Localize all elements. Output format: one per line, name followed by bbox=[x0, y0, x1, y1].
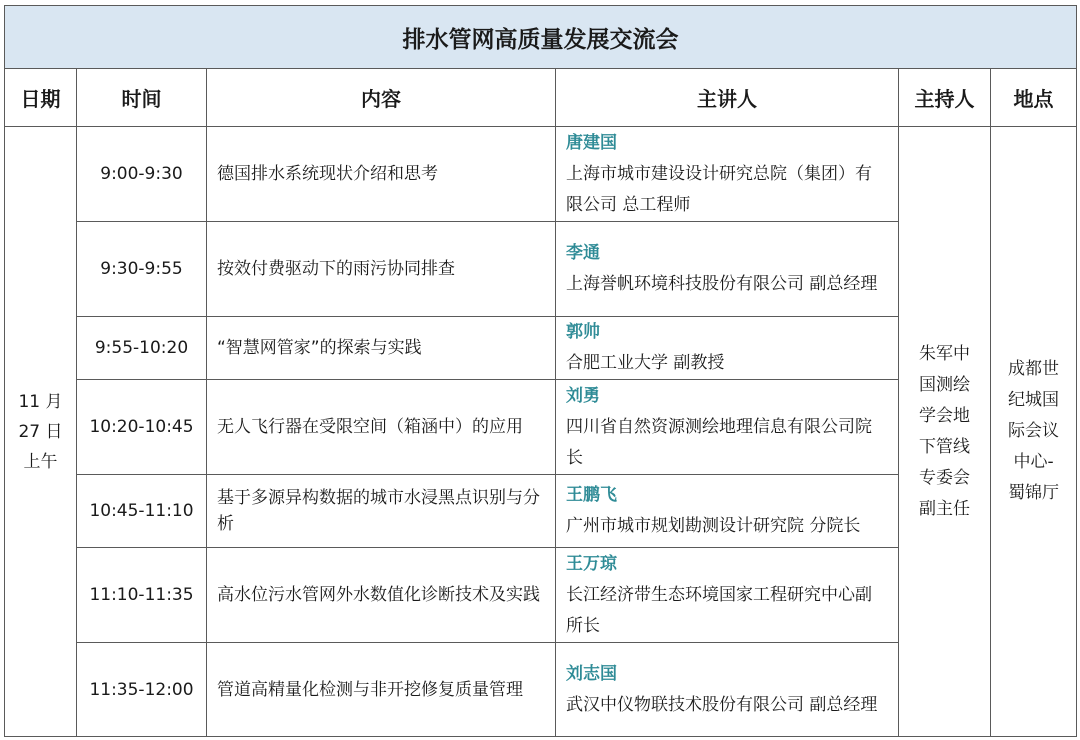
session-time: 9:55-10:20 bbox=[77, 317, 207, 380]
speaker-affiliation: 上海誉帆环境科技股份有限公司 副总经理 bbox=[566, 274, 878, 294]
column-header-content: 内容 bbox=[207, 69, 556, 127]
column-header-date: 日期 bbox=[5, 69, 77, 127]
location-cell: 成都世纪城国际会议中心-蜀锦厅 bbox=[991, 127, 1077, 737]
session-time: 11:10-11:35 bbox=[77, 548, 207, 643]
speaker-cell bbox=[556, 317, 899, 380]
session-content: 德国排水系统现状介绍和思考 bbox=[207, 127, 556, 222]
session-content: 基于多源异构数据的城市水浸黑点识别与分析 bbox=[207, 475, 556, 548]
speaker-cell bbox=[556, 380, 899, 475]
speaker-affiliation: 长江经济带生态环境国家工程研究中心副所长 bbox=[566, 584, 872, 636]
date-period: 上午 bbox=[23, 451, 58, 472]
speaker-cell bbox=[556, 127, 899, 222]
speaker-cell bbox=[556, 643, 899, 737]
column-header-speaker: 主讲人 bbox=[556, 69, 899, 127]
session-time: 11:35-12:00 bbox=[77, 643, 207, 737]
date-cell bbox=[5, 127, 77, 737]
speaker-name: 刘勇 bbox=[566, 385, 600, 406]
speaker-cell bbox=[556, 548, 899, 643]
speaker-name: 郭帅 bbox=[566, 322, 600, 342]
session-time: 9:30-9:55 bbox=[77, 222, 207, 317]
speaker-name: 唐建国 bbox=[566, 132, 617, 153]
session-time: 9:00-9:30 bbox=[77, 127, 207, 222]
session-content: 无人飞行器在受限空间（箱涵中）的应用 bbox=[207, 380, 556, 475]
speaker-affiliation: 合肥工业大学 副教授 bbox=[566, 353, 725, 373]
header-row bbox=[5, 69, 1077, 127]
speaker-affiliation: 武汉中仪物联技术股份有限公司 副总经理 bbox=[566, 694, 878, 715]
speaker-affiliation: 四川省自然资源测绘地理信息有限公司院长 bbox=[566, 416, 872, 468]
date-month: 11 月 bbox=[18, 391, 63, 412]
speaker-name: 李通 bbox=[566, 243, 600, 263]
page-title: 排水管网高质量发展交流会 bbox=[5, 6, 1077, 69]
speaker-affiliation: 上海市城市建设设计研究总院（集团）有限公司 总工程师 bbox=[566, 163, 872, 215]
table-row bbox=[5, 127, 1077, 222]
session-content: 管道高精量化检测与非开挖修复质量管理 bbox=[207, 643, 556, 737]
session-time: 10:45-11:10 bbox=[77, 475, 207, 548]
agenda-table bbox=[4, 5, 1077, 737]
column-header-location: 地点 bbox=[991, 69, 1077, 127]
date-day: 27 日 bbox=[18, 421, 63, 442]
session-time: 10:20-10:45 bbox=[77, 380, 207, 475]
session-content: 按效付费驱动下的雨污协同排查 bbox=[207, 222, 556, 317]
column-header-time: 时间 bbox=[77, 69, 207, 127]
session-content: “智慧网管家”的探索与实践 bbox=[207, 317, 556, 380]
speaker-affiliation: 广州市城市规划勘测设计研究院 分院长 bbox=[566, 516, 861, 536]
column-header-host: 主持人 bbox=[899, 69, 991, 127]
speaker-name: 王鹏飞 bbox=[566, 485, 617, 505]
speaker-name: 王万琼 bbox=[566, 553, 617, 574]
speaker-cell bbox=[556, 475, 899, 548]
session-content: 高水位污水管网外水数值化诊断技术及实践 bbox=[207, 548, 556, 643]
host-cell: 朱军中国测绘学会地下管线专委会副主任 bbox=[899, 127, 991, 737]
speaker-name: 刘志国 bbox=[566, 663, 617, 684]
speaker-cell bbox=[556, 222, 899, 317]
